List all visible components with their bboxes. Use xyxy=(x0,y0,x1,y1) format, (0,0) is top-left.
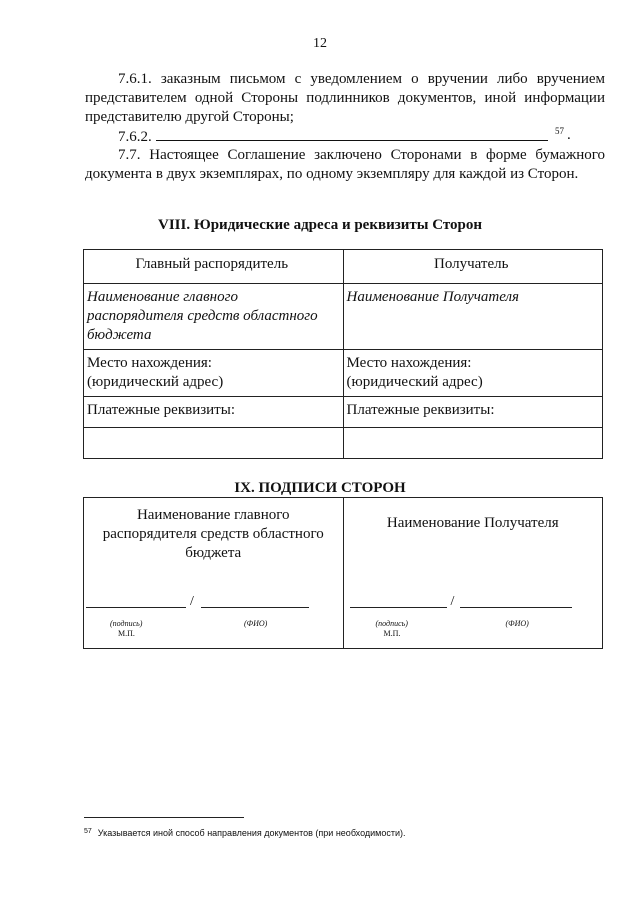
footnote-reference: 57 xyxy=(555,126,564,136)
principal-signature-cell xyxy=(84,498,344,649)
clause-7-6-2-label: 7.6.2. xyxy=(118,129,152,145)
caption-name: (ФИО) xyxy=(244,619,268,628)
caption-signature: (подпись) xyxy=(375,619,408,628)
location-note: (юридический адрес) xyxy=(346,374,483,390)
signature-slash: / xyxy=(450,594,455,609)
clause-7-6-2-end: . xyxy=(567,127,571,143)
location-note: (юридический адрес) xyxy=(87,374,224,390)
clause-7-6-1: 7.6.1. заказным письмом с уведомлением о вручении либо вручением представителем одной Стороны подлинников документов, иной информации представителю другой Стороны; xyxy=(85,71,605,125)
section-9-heading: IX. ПОДПИСИ СТОРОН xyxy=(234,480,406,496)
caption-signature: (подпись) xyxy=(110,619,143,628)
signature-line xyxy=(350,595,447,608)
footnote-text: Указывается иной способ направления документов (при необходимости). xyxy=(97,828,406,838)
principal-signature-title: Наименование главного распорядителя средств областного бюджета xyxy=(102,507,324,561)
stamp-label: М.П. xyxy=(383,629,401,638)
principal-location-cell xyxy=(84,350,344,397)
column-header-principal: Главный распорядитель xyxy=(84,250,344,284)
principal-name-cell: Наименование главного распорядителя средств областного бюджета xyxy=(84,284,344,350)
footnote-divider xyxy=(84,817,244,818)
clause-7-7: 7.7. Настоящее Соглашение заключено Сторонами в форме бумажного документа в двух экземплярах, по одному экземпляру для каждой из Сторон. xyxy=(85,147,605,182)
stamp-label: М.П. xyxy=(118,629,135,638)
requisites-table xyxy=(83,249,603,459)
signature-line xyxy=(86,595,186,608)
column-header-recipient: Получатель xyxy=(343,250,603,284)
location-label: Место нахождения: xyxy=(346,355,472,371)
location-label: Место нахождения: xyxy=(87,355,212,371)
caption-name: (ФИО) xyxy=(505,619,529,628)
recipient-payment-label: Платежные реквизиты: xyxy=(343,397,603,428)
recipient-location-cell xyxy=(343,350,603,397)
footnote xyxy=(84,828,406,838)
principal-payment-label: Платежные реквизиты: xyxy=(84,397,344,428)
recipient-signature-title: Наименование Получателя xyxy=(386,515,559,531)
name-line xyxy=(460,595,572,608)
recipient-signature-cell xyxy=(343,498,603,649)
signatures-table xyxy=(83,497,603,649)
recipient-name-cell: Наименование Получателя xyxy=(343,284,603,350)
section-8-heading: VIII. Юридические адреса и реквизиты Сторон xyxy=(157,217,483,233)
page-number: 12 xyxy=(313,36,327,51)
signature-slash: / xyxy=(190,594,194,609)
clause-7-6-2 xyxy=(118,127,578,147)
footnote-number: 57 xyxy=(84,828,92,835)
principal-payment-value xyxy=(84,428,344,459)
name-line xyxy=(201,595,309,608)
recipient-payment-value xyxy=(343,428,603,459)
fill-in-line xyxy=(156,127,548,141)
